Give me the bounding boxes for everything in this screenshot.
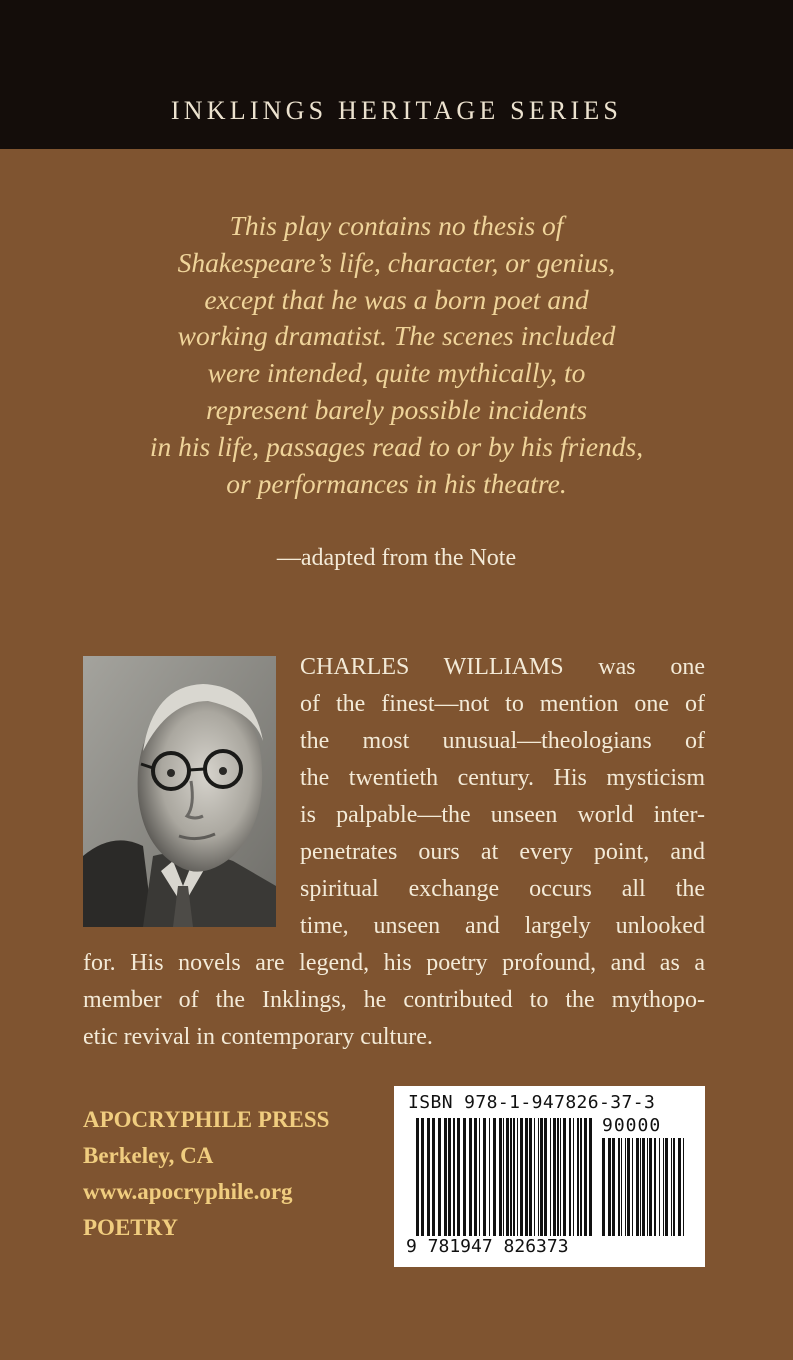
barcode-bar <box>538 1118 539 1236</box>
barcode-bar <box>618 1138 620 1236</box>
barcode-bar <box>602 1138 605 1236</box>
barcode-bar <box>640 1138 641 1236</box>
barcode-bar <box>584 1118 587 1236</box>
author-portrait <box>83 656 276 927</box>
barcode-bar <box>438 1118 441 1236</box>
quote-line: This play contains no thesis of <box>229 210 564 241</box>
barcode-bar <box>671 1138 672 1236</box>
barcode-bar <box>444 1118 447 1236</box>
barcode-bar <box>457 1118 460 1236</box>
barcode-bar <box>479 1118 480 1236</box>
barcode-bar <box>621 1138 622 1236</box>
barcode-bar <box>448 1118 451 1236</box>
author-bio-line: CHARLES WILLIAMS was one <box>300 654 705 680</box>
author-bio-line: etic revival in contemporary culture. <box>83 1024 433 1050</box>
author-bio-line: is palpable—the unseen world inter- <box>300 802 705 828</box>
barcode-bar <box>642 1138 645 1236</box>
barcode-bar <box>663 1138 664 1236</box>
barcode-bar <box>580 1118 582 1236</box>
barcode-bars <box>416 1118 594 1236</box>
price-barcode-bars <box>602 1138 684 1236</box>
quote-line: Shakespeare’s life, character, or genius, <box>177 246 616 278</box>
barcode-bar <box>432 1118 435 1236</box>
series-title: INKLINGS HERITAGE SERIES <box>170 96 623 125</box>
barcode-bar <box>636 1138 639 1236</box>
barcode-bar <box>550 1118 551 1236</box>
quote-line: working dramatist. The scenes included <box>177 320 616 352</box>
barcode-bar <box>678 1138 681 1236</box>
barcode-bar <box>474 1118 477 1236</box>
barcode-bar <box>647 1138 648 1236</box>
author-bio-line: spiritual exchange occurs all the <box>300 876 705 902</box>
publisher-website: www.apocryphile.org <box>83 1179 293 1204</box>
barcode-bar <box>569 1118 571 1236</box>
barcode-bar <box>499 1118 502 1236</box>
barcode-bar <box>612 1138 615 1236</box>
barcode-bar <box>625 1138 626 1236</box>
barcode-bar <box>525 1118 528 1236</box>
quote-line: represent barely possible incidents <box>205 393 588 425</box>
isbn-barcode <box>394 1086 705 1267</box>
author-bio-line: time, unseen and largely unlooked <box>300 913 705 939</box>
barcode-bar <box>557 1118 559 1236</box>
barcode-bar <box>632 1138 633 1236</box>
barcode-bar <box>573 1118 574 1236</box>
barcode-bar <box>427 1118 430 1236</box>
barcode-bar <box>608 1138 611 1236</box>
publisher-block <box>83 1102 329 1246</box>
barcode-bar <box>520 1118 523 1236</box>
isbn-label: ISBN 978-1-947826-37-3 <box>408 1092 656 1113</box>
author-bio-line: the twentieth century. His mysticism <box>300 765 705 791</box>
author-bio-line: the most unusual—theologians of <box>300 728 705 754</box>
author-bio-line: member of the Inklings, he contributed to the mythopo- <box>83 987 705 1013</box>
barcode-bar <box>560 1118 561 1236</box>
author-bio-line: for. His novels are legend, his poetry profound, and as a <box>83 950 705 976</box>
barcode-bar <box>540 1118 543 1236</box>
barcode-bar <box>534 1118 535 1236</box>
barcode-bar <box>463 1118 466 1236</box>
barcode-bar <box>421 1118 424 1236</box>
barcode-bar <box>627 1138 630 1236</box>
quote-line: were intended, quite mythically, to <box>207 357 586 389</box>
barcode-bar <box>589 1118 592 1236</box>
barcode-bar <box>503 1118 504 1236</box>
book-category: POETRY <box>83 1215 179 1240</box>
barcode-bar <box>563 1118 566 1236</box>
barcode-bar <box>453 1118 455 1236</box>
barcode-bar <box>506 1118 509 1236</box>
barcode-bar <box>673 1138 675 1236</box>
barcode-bar <box>493 1118 496 1236</box>
barcode-bar <box>510 1118 512 1236</box>
barcode-bar <box>577 1118 579 1236</box>
author-bio-line: penetrates ours at every point, and <box>300 839 705 865</box>
barcode-bar <box>649 1138 652 1236</box>
barcode-bar <box>469 1118 472 1236</box>
barcode-bar <box>659 1138 660 1236</box>
barcode-bar <box>553 1118 556 1236</box>
quote-line: in his life, passages read to or by his friends, <box>149 430 644 462</box>
price-code: 90000 <box>602 1115 662 1136</box>
series-banner <box>0 0 793 149</box>
quote-line: except that he was a born poet and <box>204 283 589 315</box>
barcode-bar <box>489 1118 490 1236</box>
author-bio-line: of the finest—not to mention one of <box>300 691 705 717</box>
barcode-bar <box>483 1118 486 1236</box>
barcode-bar <box>529 1118 532 1236</box>
barcode-digits: 9 781947 826373 <box>406 1236 569 1257</box>
barcode-bar <box>517 1118 518 1236</box>
barcode-bar <box>544 1118 547 1236</box>
barcode-bar <box>683 1138 684 1236</box>
barcode-bar <box>416 1118 419 1236</box>
quote-attribution: —adapted from the Note <box>276 545 517 571</box>
barcode-bar <box>513 1118 515 1236</box>
barcode-bar <box>665 1138 668 1236</box>
publisher-location: Berkeley, CA <box>83 1143 214 1168</box>
author-portrait-image <box>83 656 276 927</box>
quote-line: or performances in his theatre. <box>226 467 567 499</box>
publisher-name: APOCRYPHILE PRESS <box>83 1107 330 1132</box>
back-cover-quote <box>60 208 733 502</box>
barcode-bar <box>654 1138 656 1236</box>
